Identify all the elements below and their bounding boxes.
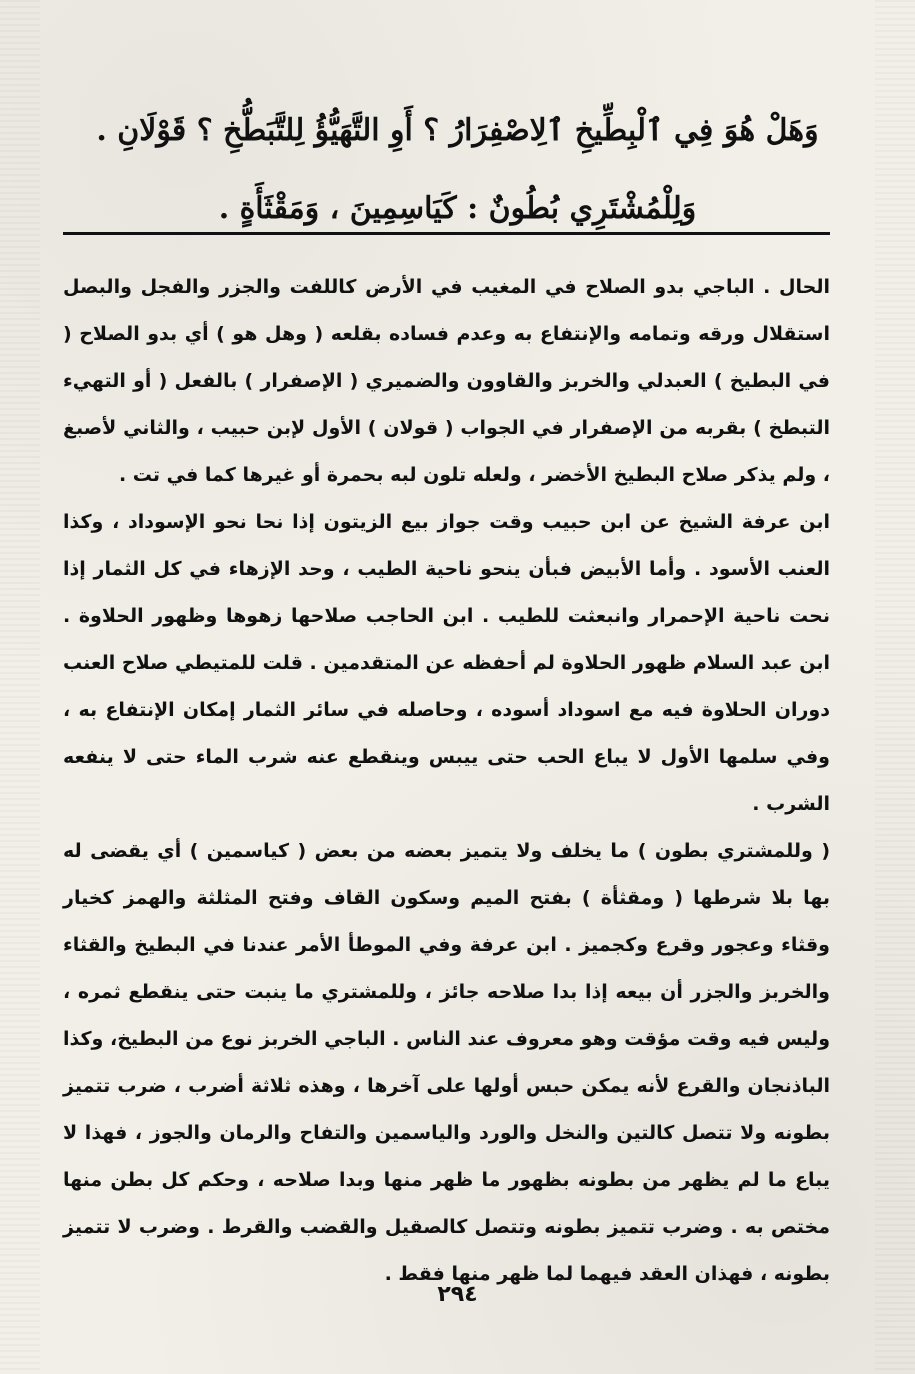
paragraph-1: الحال . الباجي بدو الصلاح في المغيب في الأرض كاللفت والجزر والفجل والبصل استقلال ورقه وتمامه والإنتفاع به وعدم فساده بقلعه ( وهل هو ) أي بدو الصلاح ( في البطيخ ) العبدلي والخربز والقاوون والضميري ( الإصفرار ) بالفعل ( أو التهيء التبطخ ) بقربه من الإصفرار في الجواب ( قولان ) الأول لإبن حبيب ، والثاني لأصبغ ، ولم يذكر صلاح البطيخ الأخضر ، ولعله تلون لبه بحمرة أو غيرها كما في تت . [63,276,830,486]
paragraph-3: ( وللمشتري بطون ) ما يخلف ولا يتميز بعضه من بعض ( كياسمين ) أي يقضى له بها بلا شرطها ( ومقثأة ) بفتح الميم وسكون القاف وفتح المثلثة والهمز كخيار وقثاء وعجور وقرع وكجميز . ابن عرفة وفي الموطأ الأمر عندنا في البطيخ والقثاء والخربز والجزر أن بيعه إذا بدا صلاحه جائز ، وللمشتري ما ينبت حتى ينقطع ثمره ، وليس فيه وقت مؤقت وهو معروف عند الناس . الباجي الخربز نوع من البطيخ، وكذا الباذنجان والقرع لأنه يمكن حبس أولها على آخرها ، وهذه ثلاثة أضرب ، ضرب تتميز بطونه ولا تتصل كالتين والنخل والورد والياسمين والتفاح والرمان والجوز ، فهذا لا يباع ما لم يظهر من بطونه بظهور ما ظهر منها وبدا صلاحه ، وحكم كل بطن منها مختص به . وضرب تتميز بطونه وتتصل كالصقيل والقضب والقرط . وضرب لا تتميز بطونه ، فهذان العقد فيهما لما ظهر منها فقط . [63,840,830,1285]
page-edge-left [0,0,40,1374]
commentary-body [63,264,830,1298]
separator-rule [63,232,830,235]
page-number: ٢٩٤ [437,1282,478,1307]
heading-line-2: وَلِلْمُشْتَرِي بُطُونٌ : كَيَاسِمِينَ ، وَمَقْثَأَةٍ . [218,191,697,226]
paragraph-2: ابن عرفة الشيخ عن ابن حبيب وقت جواز بيع الزيتون إذا نحا نحو الإسوداد ، وكذا العنب الأسود . وأما الأبيض فبأن ينحو ناحية الطيب ، وحد الإزهاء في كل الثمار إذا نحت ناحية الإحمرار وانبعثت للطيب . ابن الحاجب صلاحها زهوها وظهور الحلاوة . ابن عبد السلام ظهور الحلاوة لم أحفظه عن المتقدمين . قلت للمتيطي صلاح العنب دوران الحلاوة فيه مع اسوداد أسوده ، وحاصله في سائر الثمار إمكان الإنتفاع به ، وفي سلمها الأول لا يباع الحب حتى ييبس وينقطع عنه شرب الماء حتى لا ينفعه الشرب . [63,511,830,815]
page-edge-right [875,0,915,1374]
heading-line-1: وَهَلْ هُوَ فِي ٱلْبِطِّيخِ ٱلِاصْفِرَارُ ؟ أَوِ التَّهَيُّؤُ لِلتَّبَطُّخِ ؟ قَوْلَانِ . [96,113,819,148]
matn-heading [95,92,820,248]
